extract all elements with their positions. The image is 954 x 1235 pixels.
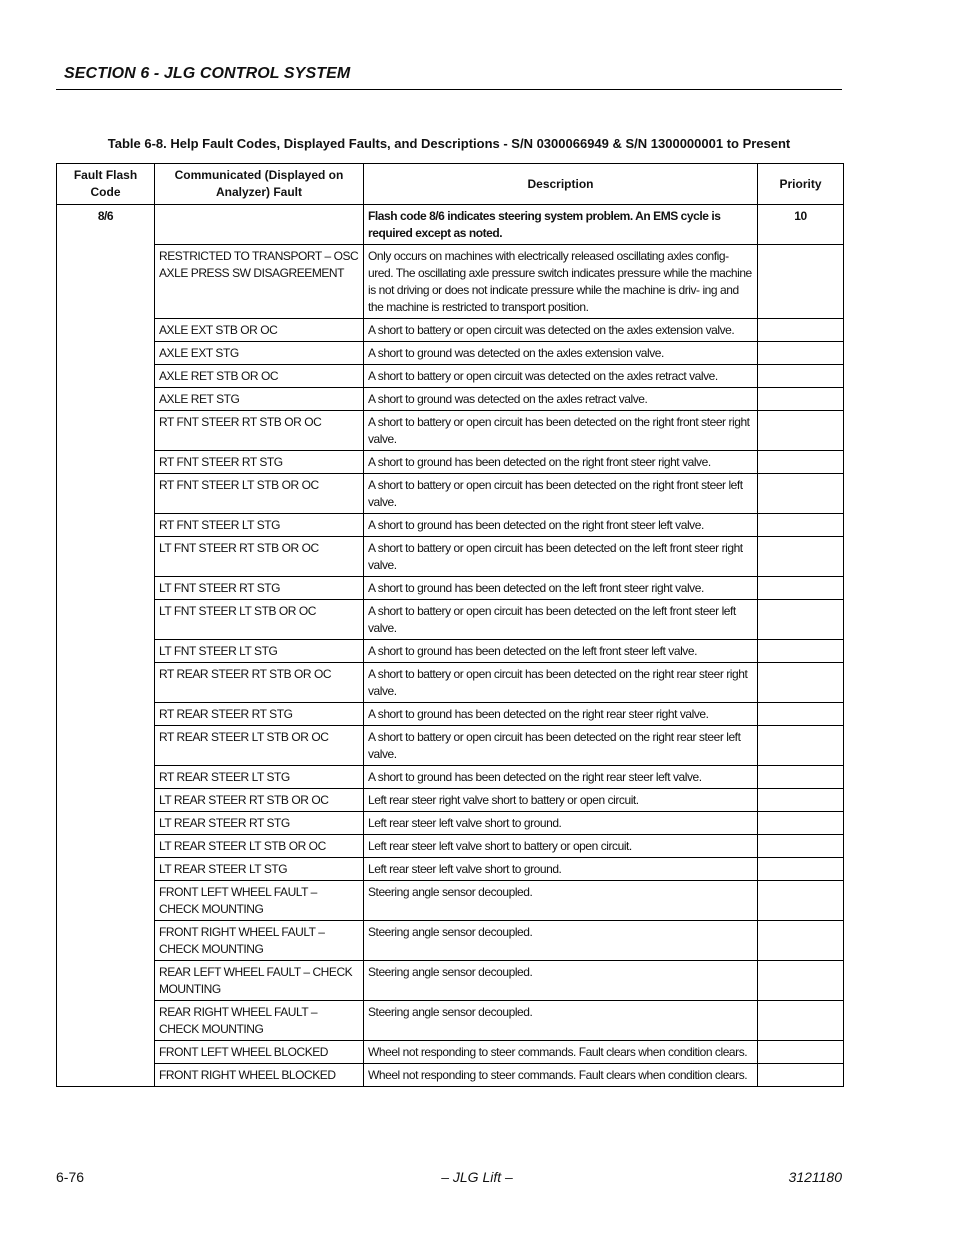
- description-cell: A short to ground was detected on the axles extension valve.: [364, 342, 758, 365]
- priority-cell: [758, 388, 844, 411]
- fault-cell: RT FNT STEER RT STG: [155, 451, 364, 474]
- table-row: [57, 600, 844, 640]
- description-cell: Left rear steer left valve short to ground.: [364, 812, 758, 835]
- fault-cell: AXLE RET STB OR OC: [155, 365, 364, 388]
- fault-cell: RT REAR STEER RT STG: [155, 703, 364, 726]
- description-cell: A short to battery or open circuit has been detected on the left front steer left valve.: [364, 600, 758, 640]
- table-row: [57, 451, 844, 474]
- column-header-priority: Priority: [758, 164, 844, 205]
- priority-cell: [758, 921, 844, 961]
- description-cell: A short to ground has been detected on the right front steer right valve.: [364, 451, 758, 474]
- description-cell: Steering angle sensor decoupled.: [364, 1001, 758, 1041]
- fault-cell: AXLE EXT STG: [155, 342, 364, 365]
- description-cell: Left rear steer left valve short to ground.: [364, 858, 758, 881]
- description-cell: A short to battery or open circuit has been detected on the right front steer right valve.: [364, 411, 758, 451]
- table-row: [57, 835, 844, 858]
- table-row: [57, 766, 844, 789]
- priority-cell: [758, 600, 844, 640]
- fault-cell: AXLE RET STG: [155, 388, 364, 411]
- priority-cell: [758, 640, 844, 663]
- table-row: [57, 1001, 844, 1041]
- table-row: [57, 1064, 844, 1087]
- priority-cell: [758, 537, 844, 577]
- description-cell: A short to battery or open circuit has been detected on the left front steer right valve.: [364, 537, 758, 577]
- priority-cell: [758, 1001, 844, 1041]
- fault-cell: FRONT LEFT WHEEL FAULT – CHECK MOUNTING: [155, 881, 364, 921]
- priority-cell: [758, 858, 844, 881]
- priority-cell: [758, 245, 844, 319]
- priority-cell: [758, 961, 844, 1001]
- table-header-row: [57, 164, 844, 205]
- fault-cell: LT FNT STEER RT STB OR OC: [155, 537, 364, 577]
- fault-cell: LT FNT STEER LT STG: [155, 640, 364, 663]
- table-row: [57, 640, 844, 663]
- fault-cell: RT FNT STEER RT STB OR OC: [155, 411, 364, 451]
- table-row: [57, 388, 844, 411]
- fault-cell: RT FNT STEER LT STB OR OC: [155, 474, 364, 514]
- table-row: [57, 514, 844, 537]
- table-row: [57, 319, 844, 342]
- page-number: 6-76: [56, 1169, 85, 1185]
- fault-cell: RT REAR STEER LT STB OR OC: [155, 726, 364, 766]
- description-cell: A short to battery or open circuit was detected on the axles retract valve.: [364, 365, 758, 388]
- description-cell: A short to ground has been detected on the right front steer left valve.: [364, 514, 758, 537]
- description-cell: A short to ground was detected on the axles retract valve.: [364, 388, 758, 411]
- table-row: [57, 577, 844, 600]
- description-cell: Wheel not responding to steer commands. Fault clears when condition clears.: [364, 1041, 758, 1064]
- table-row: [57, 921, 844, 961]
- table-row: [57, 858, 844, 881]
- priority-cell: [758, 789, 844, 812]
- description-cell: Steering angle sensor decoupled.: [364, 961, 758, 1001]
- table-row: [57, 474, 844, 514]
- table-row: [57, 411, 844, 451]
- table-row: [57, 812, 844, 835]
- fault-cell: RT FNT STEER LT STG: [155, 514, 364, 537]
- description-cell: Flash code 8/6 indicates steering system problem. An EMS cycle is required except as noted.: [364, 205, 758, 245]
- fault-table: [56, 163, 844, 1087]
- priority-cell: [758, 577, 844, 600]
- priority-cell: [758, 319, 844, 342]
- fault-cell: RT REAR STEER LT STG: [155, 766, 364, 789]
- priority-cell: [758, 812, 844, 835]
- priority-cell: [758, 1041, 844, 1064]
- header-divider: [56, 89, 842, 90]
- table-row: [57, 245, 844, 319]
- table-row: [57, 342, 844, 365]
- priority-cell: [758, 1064, 844, 1087]
- column-header-description: Description: [364, 164, 758, 205]
- section-title: SECTION 6 - JLG CONTROL SYSTEM: [64, 65, 351, 82]
- fault-cell: REAR LEFT WHEEL FAULT – CHECK MOUNTING: [155, 961, 364, 1001]
- flash-code-cell: 8/6: [57, 205, 155, 1087]
- fault-cell: RESTRICTED TO TRANSPORT – OSC AXLE PRESS SW DISAGREEMENT: [155, 245, 364, 319]
- priority-cell: [758, 881, 844, 921]
- priority-cell: [758, 474, 844, 514]
- description-cell: Only occurs on machines with electrically released oscillating axles config- ured. The oscillating axle pressure switch indicates pressure while the machine is not driving or does not indicate pressure while the machine is driv- ing and the machine is restricted to transport position.: [364, 245, 758, 319]
- description-cell: A short to battery or open circuit was detected on the axles extension valve.: [364, 319, 758, 342]
- fault-cell: FRONT LEFT WHEEL BLOCKED: [155, 1041, 364, 1064]
- column-header-fault: Communicated (Displayed on Analyzer) Fault: [155, 164, 364, 205]
- fault-cell: LT FNT STEER LT STB OR OC: [155, 600, 364, 640]
- table-row: [57, 703, 844, 726]
- fault-cell: LT REAR STEER LT STG: [155, 858, 364, 881]
- fault-cell: LT REAR STEER RT STB OR OC: [155, 789, 364, 812]
- table-row: [57, 961, 844, 1001]
- fault-table-body: [57, 205, 844, 1087]
- description-cell: A short to ground has been detected on the right rear steer left valve.: [364, 766, 758, 789]
- fault-cell: FRONT RIGHT WHEEL BLOCKED: [155, 1064, 364, 1087]
- fault-cell: LT FNT STEER RT STG: [155, 577, 364, 600]
- description-cell: Left rear steer left valve short to battery or open circuit.: [364, 835, 758, 858]
- document-number: 3121180: [788, 1169, 842, 1185]
- description-cell: A short to battery or open circuit has been detected on the right rear steer left valve.: [364, 726, 758, 766]
- fault-cell: REAR RIGHT WHEEL FAULT – CHECK MOUNTING: [155, 1001, 364, 1041]
- fault-cell: AXLE EXT STB OR OC: [155, 319, 364, 342]
- description-cell: A short to battery or open circuit has been detected on the right front steer left valve.: [364, 474, 758, 514]
- table-row-flash-code-summary: [57, 205, 844, 245]
- priority-cell: [758, 451, 844, 474]
- description-cell: Left rear steer right valve short to battery or open circuit.: [364, 789, 758, 812]
- table-row: [57, 881, 844, 921]
- fault-cell: FRONT RIGHT WHEEL FAULT – CHECK MOUNTING: [155, 921, 364, 961]
- fault-cell: RT REAR STEER RT STB OR OC: [155, 663, 364, 703]
- description-cell: Wheel not responding to steer commands. Fault clears when condition clears.: [364, 1064, 758, 1087]
- description-cell: Steering angle sensor decoupled.: [364, 881, 758, 921]
- table-row: [57, 726, 844, 766]
- priority-cell: [758, 835, 844, 858]
- description-cell: A short to battery or open circuit has been detected on the right rear steer right valve.: [364, 663, 758, 703]
- description-cell: A short to ground has been detected on the left front steer right valve.: [364, 577, 758, 600]
- description-cell: A short to ground has been detected on the left front steer left valve.: [364, 640, 758, 663]
- priority-cell: 10: [758, 205, 844, 245]
- fault-cell: [155, 205, 364, 245]
- priority-cell: [758, 726, 844, 766]
- priority-cell: [758, 342, 844, 365]
- column-header-flash-code: Fault Flash Code: [57, 164, 155, 205]
- description-cell: A short to ground has been detected on the right rear steer right valve.: [364, 703, 758, 726]
- table-row: [57, 663, 844, 703]
- table-title: Table 6-8. Help Fault Codes, Displayed Faults, and Descriptions - S/N 0300066949 & S/N 1300000001 to Present: [107, 136, 791, 151]
- priority-cell: [758, 514, 844, 537]
- description-cell: Steering angle sensor decoupled.: [364, 921, 758, 961]
- priority-cell: [758, 411, 844, 451]
- table-row: [57, 1041, 844, 1064]
- table-row: [57, 789, 844, 812]
- footer-brand: – JLG Lift –: [441, 1169, 513, 1185]
- priority-cell: [758, 703, 844, 726]
- fault-cell: LT REAR STEER LT STB OR OC: [155, 835, 364, 858]
- priority-cell: [758, 663, 844, 703]
- priority-cell: [758, 365, 844, 388]
- priority-cell: [758, 766, 844, 789]
- fault-cell: LT REAR STEER RT STG: [155, 812, 364, 835]
- table-row: [57, 537, 844, 577]
- table-row: [57, 365, 844, 388]
